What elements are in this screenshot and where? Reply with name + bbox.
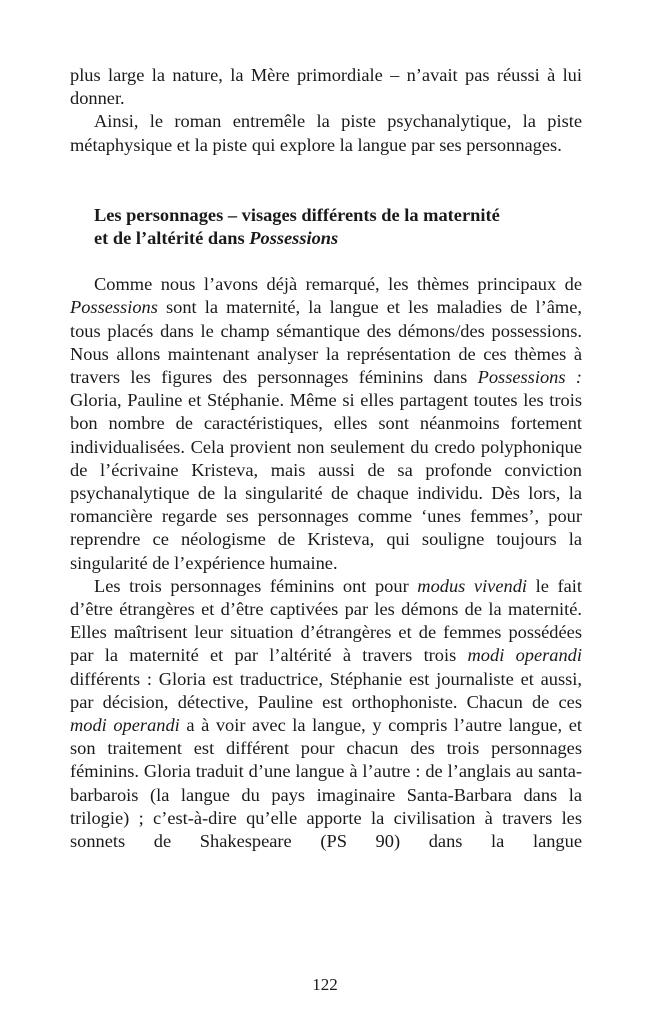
text-segment: Comme nous l’avons déjà remarqué, les thèmes principaux de — [94, 274, 582, 295]
page-number: 122 — [312, 975, 338, 994]
paragraph-characters — [70, 575, 582, 853]
text-segment: a à voir avec la langue, y compris l’autre langue, et son traitement est différent pour chacun des trois personnages féminins. Gloria traduit d’une langue à l’autre : de l’anglais au santa-barbarois (la langue du pays imaginaire Santa-Barbara dans la trilogie) ; c’est-à-dire qu’elle apporte la civilisation à travers les sonnets de Shakespeare (PS 90) dans la langue — [70, 715, 583, 852]
paragraph-summary: Ainsi, le roman entremêle la piste psychanalytique, la piste métaphysique et la piste qui explore la langue par ses personnages. — [70, 111, 582, 155]
text-segment: Les trois personnages féminins ont pour — [94, 575, 418, 596]
paragraph-themes — [70, 273, 582, 575]
page-body — [70, 64, 582, 853]
heading-line-2-text: et de l’altérité dans — [94, 228, 250, 249]
text-segment: le fait d’être étrangères et d’être captivées par les démons de la maternité. Elles maîtrisent leur situation d’étrangères et de femmes possédées par la maternité et par l’altérité à travers trois — [70, 575, 582, 666]
latin-term: modi operandi — [70, 715, 180, 736]
text-segment: sont la maternité, la langue et les maladies de l’âme, tous placés dans le champ sémantique des démons/des possessions. Nous allons maintenant analyser la représentation de ces thèmes à travers les figures des personnages féminins dans — [70, 297, 582, 388]
heading-line-2 — [94, 227, 582, 250]
heading-book-title: Possessions — [249, 228, 339, 249]
book-title: Possessions — [70, 297, 158, 318]
heading-line-1: Les personnages – visages différents de la maternité — [94, 204, 500, 225]
section-heading — [94, 204, 582, 250]
book-title: Possessions : — [477, 367, 582, 388]
latin-term: modi operandi — [467, 645, 582, 666]
paragraph-continued: plus large la nature, la Mère primordiale – n’avait pas réussi à lui donner. — [70, 65, 582, 109]
text-segment: différents : Gloria est traductrice, Stéphanie est journaliste et aussi, par décision, détective, Pauline est orthophoniste. Chacun de ces — [70, 668, 582, 712]
latin-term: modus vivendi — [417, 575, 528, 596]
text-segment: Gloria, Pauline et Stéphanie. Même si elles partagent toutes les trois bon nombre de caractéristiques, elles sont néanmoins fortement individualisées. Cela provient non seulement du credo polyphonique de l’écrivaine Kristeva, mais aussi de sa profonde conviction psychanalytique de la singularité de chaque individu. Dès lors, la romancière regarde ses personnages comme ‘unes femmes’, pour reprendre ce néologisme de Kristeva, qui souligne toujours la singularité de l’expérience humaine. — [70, 390, 582, 573]
